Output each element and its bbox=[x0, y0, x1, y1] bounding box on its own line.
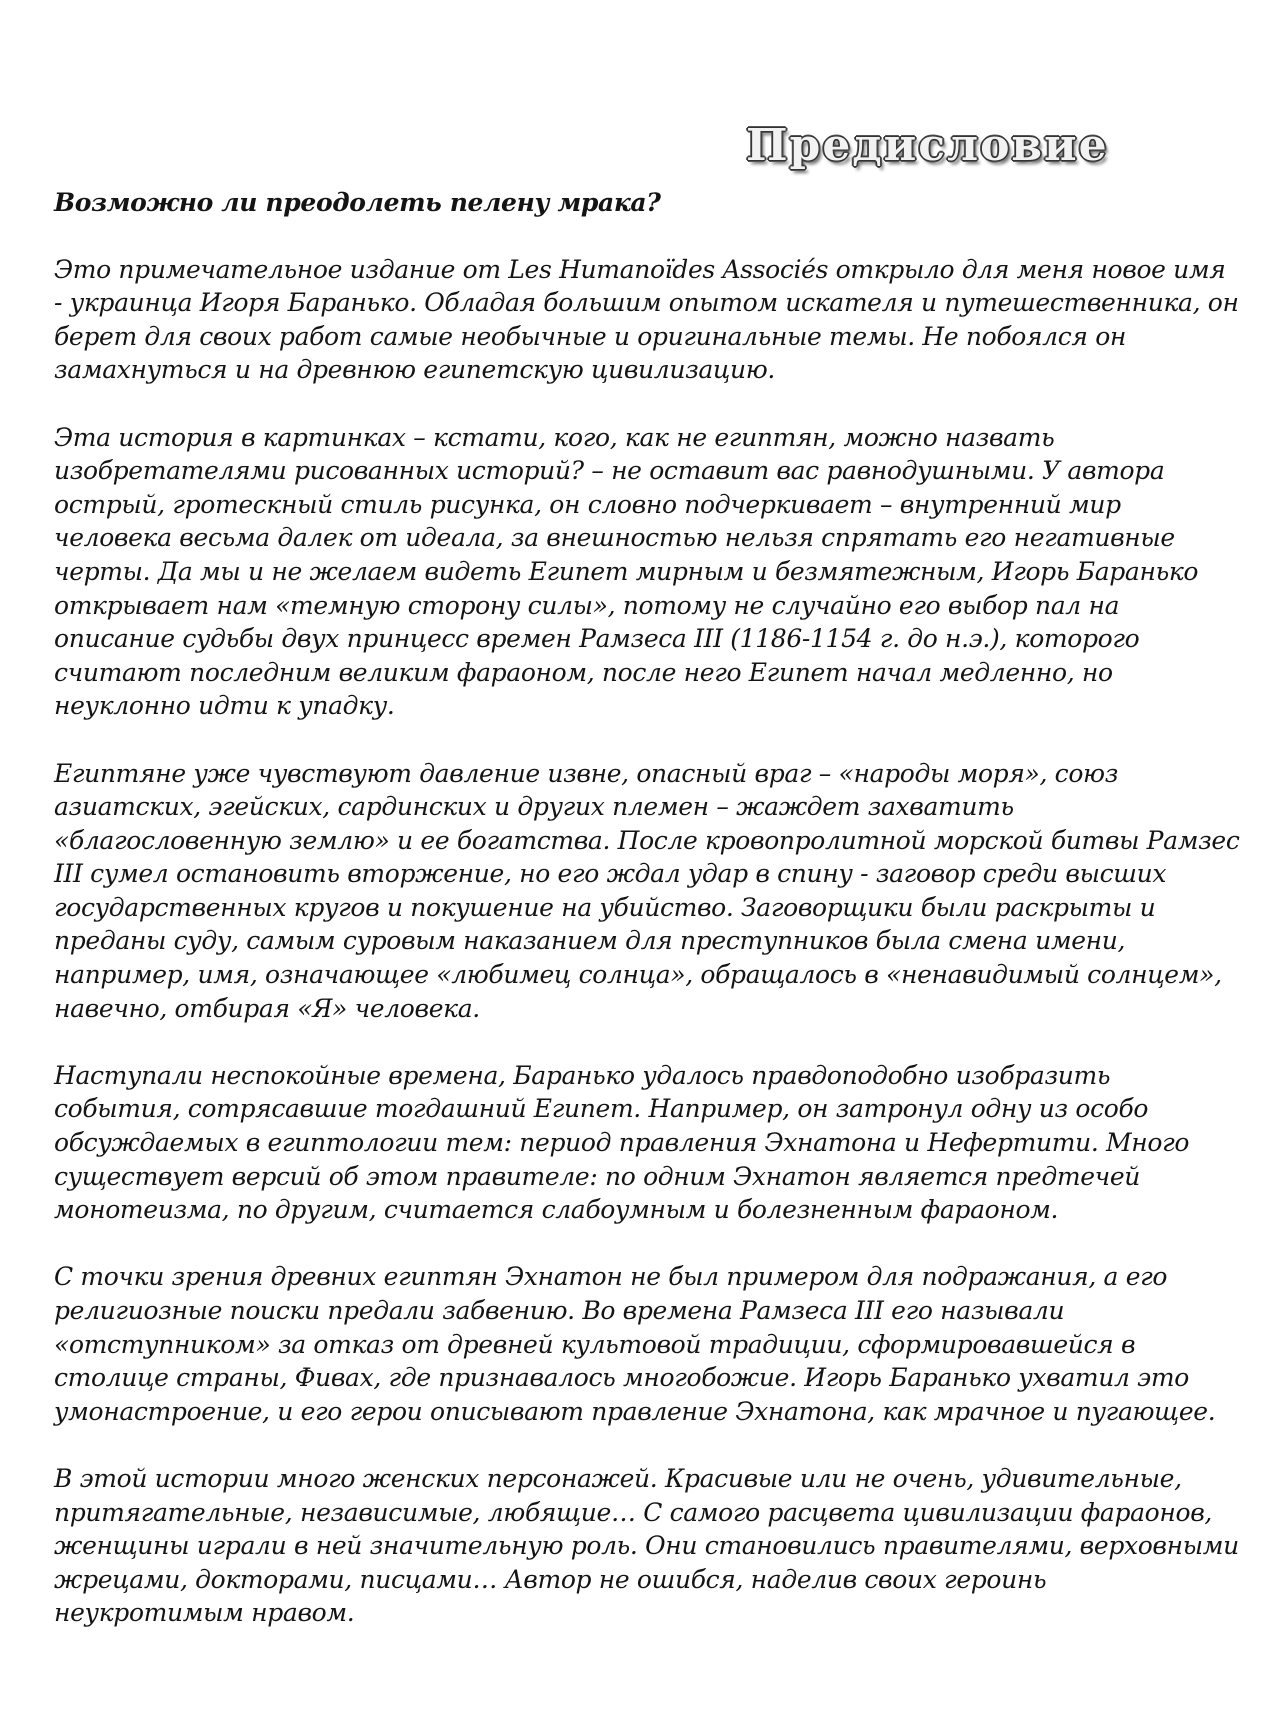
paragraph: Наступали неспокойные времена, Баранько удалось правдоподобно изобразить события, сотрясавшие тогдашний Египет. Например, он затронул одну из особо обсуждаемых в египтологии тем: период правления Эхнатона и Нефертити. Много существует версий об этом правителе: по одним Эхнатон является предтечей монотеизма, по другим, считается слабоумным и болезненным фараоном. bbox=[54, 1060, 1190, 1225]
paragraph: Эта история в картинках – кстати, кого, как не египтян, можно назвать изобретателями рисованных историй? – не оставит вас равнодушными. У автора острый, гротескный стиль рисунка, он словно подчеркивает – внутренний мир человека весьма далек от идеала, за внешностью нельзя спрятать его негативные черты. Да мы и не желаем видеть Египет мирным и безмятежным, Игорь Баранько открывает нам «темную сторону силы», потому не случайно его выбор пал на описание судьбы двух принцесс времен Рамзеса III (1186-1154 г. до н.э.), которого считают последним великим фараоном, после него Египет начал медленно, но неуклонно идти к упадку. bbox=[54, 422, 1199, 721]
paragraph: В этой истории много женских персонажей. Красивые или не очень, удивительные, притягательные, независимые, любящие… С самого расцвета цивилизации фараонов, женщины играли в ней значительную роль. Они становились правителями, верховными жрецами, докторами, писцами… Автор не ошибся, наделив своих героинь неукротимым нравом. bbox=[54, 1463, 1239, 1628]
paragraph: Это примечательное издание от Les Humanoïdes Associés открыло для меня новое имя - украинца Игоря Баранько. Обладая большим опытом искателя и путешественника, он берет для своих работ самые необычные и оригинальные темы. Не побоялся он замахнуться и на древнюю египетскую цивилизацию. bbox=[54, 254, 1239, 385]
document-body bbox=[54, 186, 1240, 1630]
paragraph: С точки зрения древних египтян Эхнатон не был примером для подражания, а его религиозные поиски предали забвению. Во времена Рамзеса III его называли «отступником» за отказ от древней культовой традиции, сформировавшейся в столице страны, Фивах, где признавалось многобожие. Игорь Баранько ухватил это умонастроение, и его герои описывают правление Эхнатона, как мрачное и пугающее. bbox=[54, 1262, 1216, 1426]
page-title: Предисловие bbox=[746, 120, 1109, 171]
paragraph: Египтяне уже чувствуют давление извне, опасный враг – «народы моря», союз азиатских, эгейских, сардинских и других племен – жаждет захватить «благословенную землю» и ее богатства. После кровопролитной морской битвы Рамзес III сумел остановить вторжение, но его ждал удар в спину - заговор среди высших государственных кругов и покушение на убийство. Заговорщики были раскрыты и преданы суду, самым суровым наказанием для преступников была смена имени, например, имя, означающее «любимец солнца», обращалось в «ненавидимый солнцем», навечно, отбирая «Я» человека. bbox=[54, 758, 1240, 1023]
section-heading: Возможно ли преодолеть пелену мрака? bbox=[54, 188, 661, 217]
